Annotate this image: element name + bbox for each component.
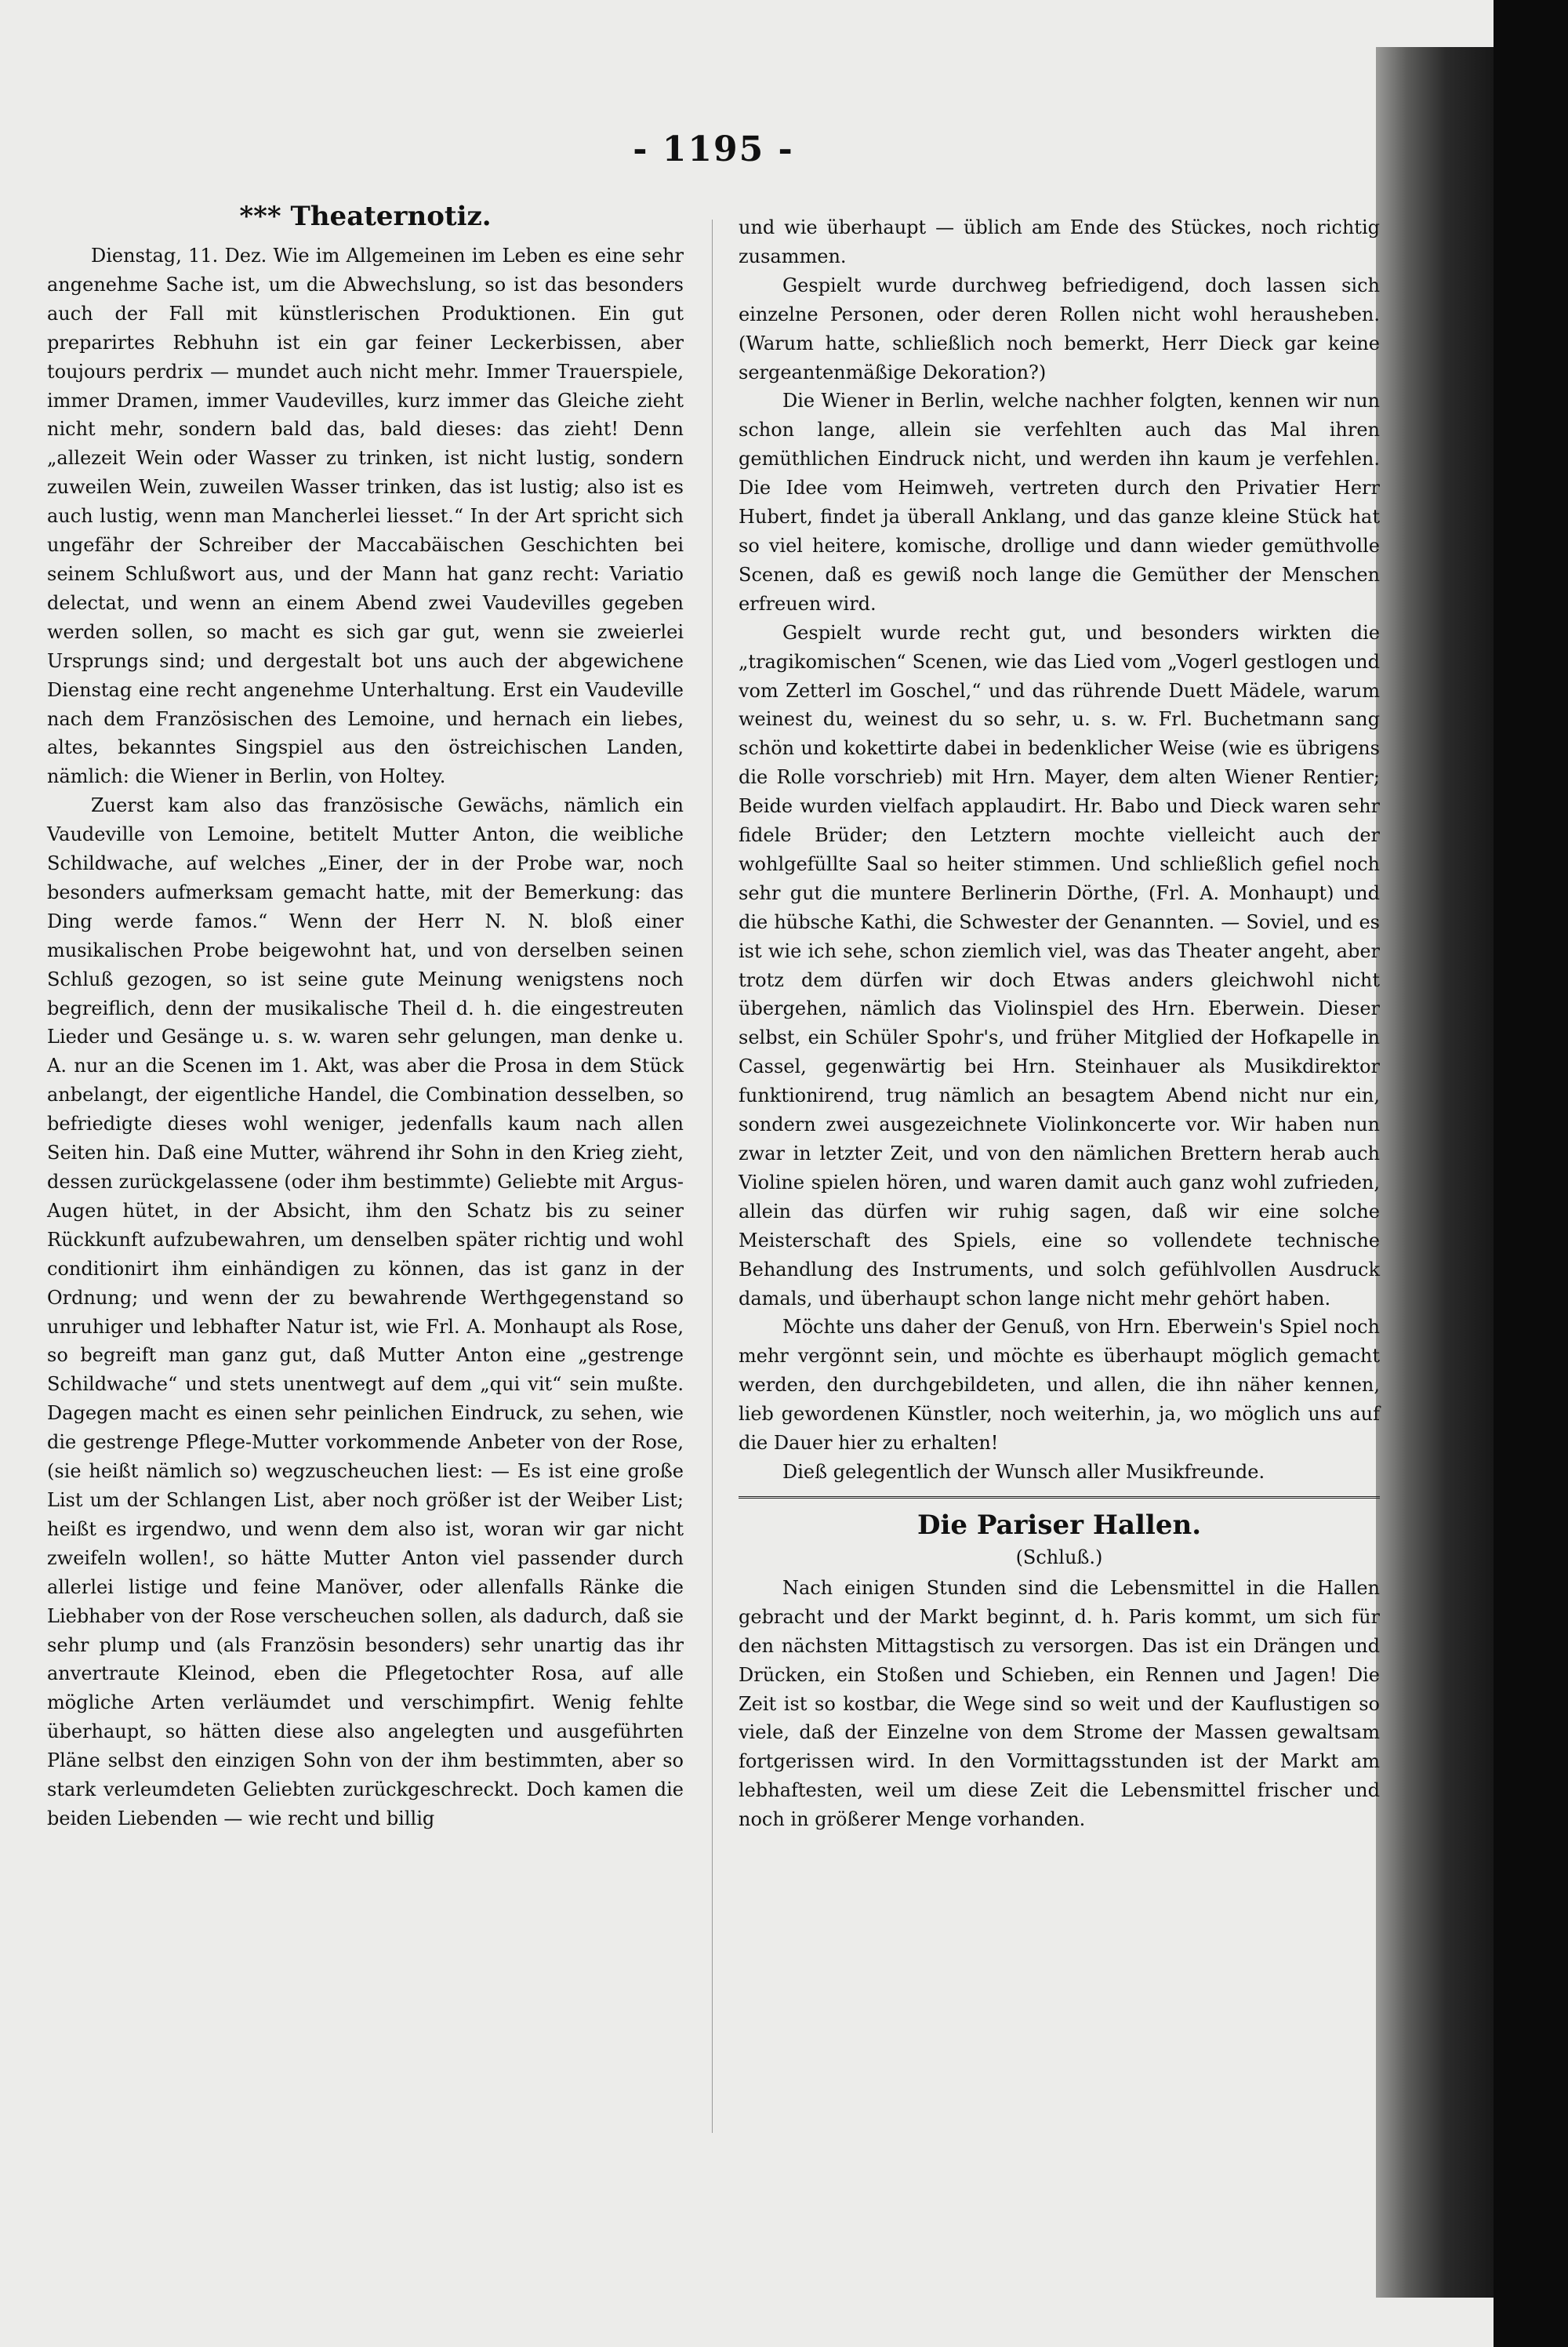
article-paragraph: Möchte uns daher der Genuß, von Hrn. Eberwein's Spiel noch mehr vergönnt sein, und möchte es überhaupt möglich gemacht werden, den durchgebildeten, und allen, die ihn näher kennen, lieb gewordenen Künstler, noch weiterhin, ja, wo möglich uns auf die Dauer hier zu erhalten!	[739, 1316, 1380, 1455]
article-paragraph: Die Wiener in Berlin, welche nachher folgten, kennen wir nun schon lange, allein sie verfehlten auch das Mal ihren gemüthlichen Eindruck nicht, und werden ihn kaum je verfehlen. Die Idee vom Heimweh, vertreten durch den Privatier Herr Hubert, findet ja überall Anklang, und das ganze kleine Stück hat so viel heitere, komische, drollige und dann wieder gemüthvolle Scenen, daß es gewiß noch lange die Gemüther der Menschen erfreuen wird.	[739, 390, 1380, 615]
left-column	[47, 196, 684, 1833]
column-divider	[712, 220, 713, 2133]
text-block	[47, 0, 1380, 2347]
article-paragraph: Dienstag, 11. Dez. Wie im Allgemeinen im Leben es eine sehr angenehme Sache ist, um die Abwechslung, so ist das besonders auch der Fall mit künstlerischen Produktionen. Ein gut preparirtes Rebhuhn ist ein gar feiner Leckerbissen, aber toujours perdrix — mundet auch nicht mehr. Immer Trauerspiele, immer Dramen, immer Vaudevilles, kurz immer das Gleiche zieht nicht mehr, sondern bald das, bald dieses: das zieht! Denn „allezeit Wein oder Wasser zu trinken, ist nicht lustig, sondern zuweilen Wein, zuweilen Wasser trinken, das ist lustig; also ist es auch lustig, wenn man Mancherlei liesset.“ In der Art spricht sich ungefähr der Schreiber der Maccabäischen Geschichten bei seinem Schlußwort aus, und der Mann hat ganz recht: Variatio delectat, und wenn an einem Abend zwei Vaudevilles gegeben werden sollen, so macht es sich gar gut, wenn sie zweierlei Ursprungs sind; und dergestalt bot uns auch der abgewichene Dienstag eine recht angenehme Unterhaltung. Erst ein Vaudeville nach dem Französischen des Lemoine, und hernach ein liebes, altes, bekanntes Singspiel aus den östreichischen Landen, nämlich: die Wiener in Berlin, von Holtey.	[47, 245, 684, 788]
article-paragraph: Nach einigen Stunden sind die Lebensmittel in die Hallen gebracht und der Markt beginnt, d. h. Paris kommt, um sich für den nächsten Mittagstisch zu versorgen. Das ist ein Drängen und Drücken, ein Stoßen und Schieben, ein Rennen und Jagen! Die Zeit ist so kostbar, die Wege sind so weit und der Kauflustigen so viele, daß der Einzelne von dem Strome der Massen gewaltsam fortgerissen wird. In den Vormittagsstunden ist der Markt am lebhaftesten, weil um diese Zeit die Lebensmittel frischer und noch in größerer Menge vorhanden.	[739, 1576, 1380, 1831]
theaternotiz-heading: *** Theaternotiz.	[239, 201, 492, 232]
article-continuation: und wie überhaupt — üblich am Ende des Stückes, noch richtig zusammen.	[739, 216, 1380, 267]
pariser-hallen-heading: Die Pariser Hallen.	[916, 1509, 1202, 1541]
section-divider	[739, 1496, 1380, 1499]
page-edge-shadow	[1376, 47, 1494, 2298]
article-paragraph: Dieß gelegentlich der Wunsch aller Musikfreunde.	[782, 1460, 1265, 1483]
page-number: - 1195 -	[633, 129, 794, 169]
pariser-hallen-subheading: (Schluß.)	[1015, 1546, 1103, 1568]
article-paragraph: Gespielt wurde recht gut, und besonders wirkten die „tragikomischen“ Scenen, wie das Lied vom „Vogerl gestlogen und vom Zetterl im Goschel,“ und das rührende Duett Mädele, warum weinest du, weinest du so sehr, u. s. w. Frl. Buchetmann sang schön und kokettirte dabei in bedenklicher Weise (wie es übrigens die Rolle vorschrieb) mit Hrn. Mayer, dem alten Wiener Rentier; Beide wurden vielfach applaudirt. Hr. Babo und Dieck waren sehr fidele Brüder; den Letztern mochte vielleicht auch der wohlgefüllte Saal so heiter stimmen. Und schließlich gefiel noch sehr gut die muntere Berlinerin Dörthe, (Frl. A. Monhaupt) und die hübsche Kathi, die Schwester der Genannten. — Soviel, und es ist wie ich sehe, schon ziemlich viel, was das Theater angeht, aber trotz dem dürfen wir doch Etwas anders gleichwohl nicht übergehen, nämlich das Violinspiel des Hrn. Eberwein. Dieser selbst, ein Schüler Spohr's, und früher Mitglied der Hofkapelle in Cassel, gegenwärtig bei Hrn. Steinhauer als Musikdirektor funktionirend, trug nämlich an besagtem Abend nicht nur ein, sondern zwei ausgezeichnete Violinkoncerte vor. Wir haben nun zwar in letzter Zeit, und von den nämlichen Brettern herab auch Violine spielen hören, und waren damit auch ganz wohl zufrieden, allein das dürfen wir ruhig sagen, daß wir eine solche Meisterschaft des Spiels, eine so vollendete technische Behandlung des Instruments, und solch gefühlvollen Ausdruck damals, und überhaupt schon lange nicht mehr gehört haben.	[739, 621, 1380, 1310]
article-paragraph: Gespielt wurde durchweg befriedigend, doch lassen sich einzelne Personen, oder deren Rollen nicht wohl herausheben. (Warum hatte, schließlich noch bemerkt, Herr Dieck gar keine sergeantenmäßige Dekoration?)	[739, 274, 1380, 383]
right-column	[739, 213, 1380, 1834]
article-paragraph: Zuerst kam also das französische Gewächs, nämlich ein Vaudeville von Lemoine, betitelt Mutter Anton, die weibliche Schildwache, auf welches „Einer, der in der Probe war, noch besonders aufmerksam gemacht hatte, mit der Bemerkung: das Ding werde famos.“ Wenn der Herr N. N. bloß einer musikalischen Probe beigewohnt hat, und von derselben seinen Schluß gezogen, so ist seine gute Meinung wenigstens noch begreiflich, denn der musikalische Theil d. h. die eingestreuten Lieder und Gesänge u. s. w. waren sehr gelungen, man denke u. A. nur an die Scenen im 1. Akt, was aber die Prosa in dem Stück anbelangt, der eigentliche Handel, die Combination desselben, so befriedigte dieses wohl weniger, jedenfalls kaum nach allen Seiten hin. Daß eine Mutter, während ihr Sohn in den Krieg zieht, dessen zurückgelassene (oder ihm bestimmte) Geliebte mit Argus-Augen hütet, in der Absicht, ihm den Schatz bis zu seiner Rückkunft aufzubewahren, um denselben später richtig und wohl conditionirt ihm einhändigen zu können, das ist ganz in der Ordnung; und wenn der zu bewahrende Werthgegenstand so unruhiger und lebhafter Natur ist, wie Frl. A. Monhaupt als Rose, so begreift man ganz gut, daß Mutter Anton eine „gestrenge Schildwache“ und stets unentwegt auf dem „qui vit“ sein mußte. Dagegen macht es einen sehr peinlichen Eindruck, zu sehen, wie die gestrenge Pflege-Mutter vorkommende Anbeter von der Rose, (sie heißt nämlich so) wegzuscheuchen liest: — Es ist eine große List um der Schlangen List, aber noch größer ist der Weiber List; heißt es irgendwo, und wenn dem also ist, woran wir gar nicht zweifeln wollen!, so hätte Mutter Anton viel passender durch allerlei listige und feine Manöver, oder allenfalls Ränke die Liebhaber von der Rose verscheuchen sollen, als dadurch, daß sie sehr plump und (als Französin besonders) sehr unartig das ihr anvertraute Kleinod, eben die Pflegetochter Rosa, auf alle mögliche Arten verläumdet und verschimpfirt. Wenig fehlte überhaupt, so hätten diese also angelegten und ausgeführten Pläne selbst den einzigen Sohn von der ihm bestimmten, aber so stark verleumdeten Geliebten zurückgeschreckt. Doch kamen die beiden Liebenden — wie recht und billig	[47, 794, 684, 1829]
